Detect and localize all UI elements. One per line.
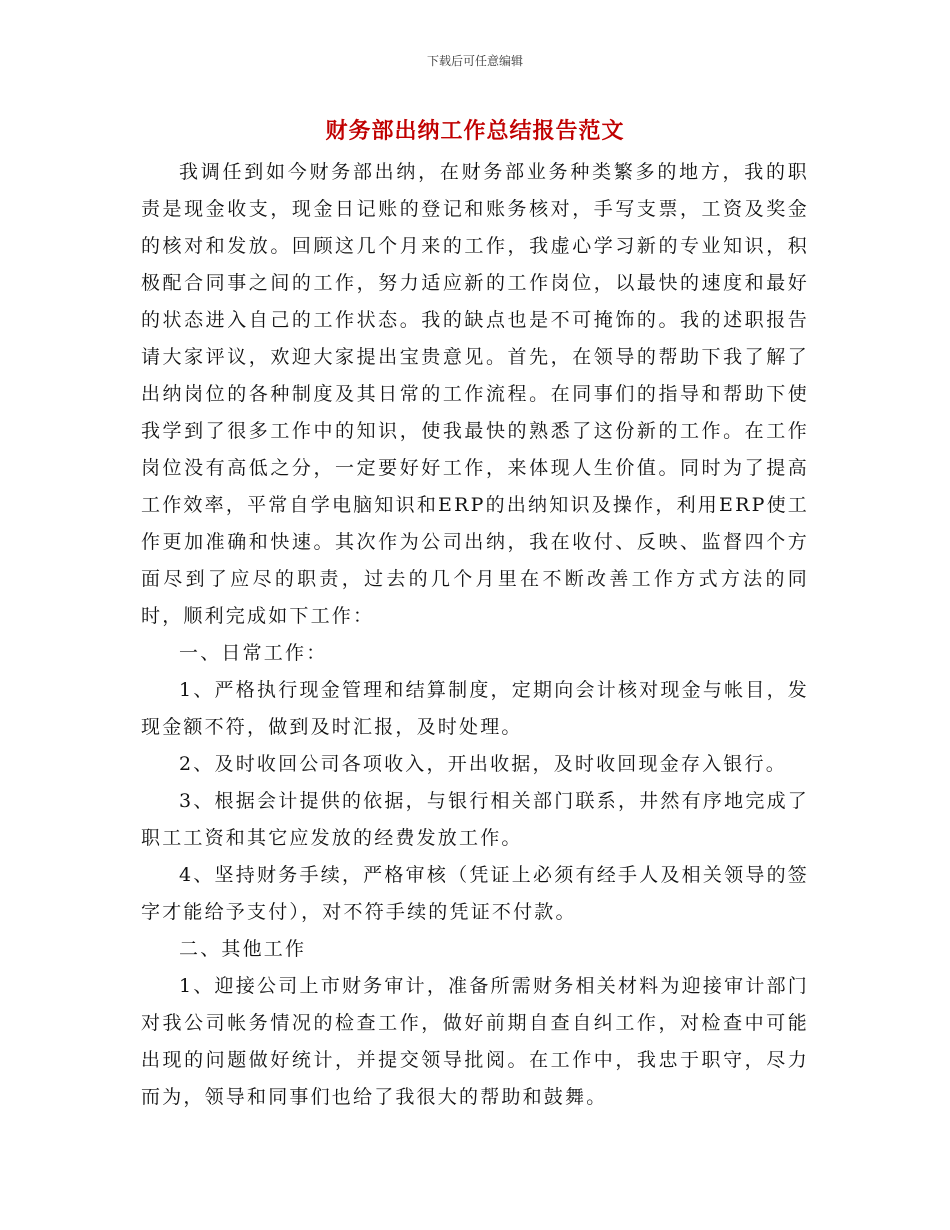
header-note: 下载后可任意编辑 <box>426 54 523 68</box>
section-heading-daily-work: 一、日常工作： <box>179 642 328 664</box>
document-body <box>141 154 809 1116</box>
paragraph-intro: 我调任到如今财务部出纳，在财务部业务种类繁多的地方，我的职责是现金收支，现金日记账的登记和账务核对，手写支票，工资及奖金的核对和发放。回顾这几个月来的工作，我虚心学习新的专业知识，积极配合同事之间的工作，努力适应新的工作岗位，以最快的速度和最好的状态进入自己的工作状态。我的缺点也是不可掩饰的。我的述职报告请大家评议，欢迎大家提出宝贵意见。首先，在领导的帮助下我了解了出纳岗位的各种制度及其日常的工作流程。在同事们的指导和帮助下使我学到了很多工作中的知识，使我最快的熟悉了这份新的工作。在工作岗位没有高低之分，一定要好好工作，来体现人生价值。同时为了提高工作效率，平常自学电脑知识和ERP的出纳知识及操作，利用ERP使工作更加准确和快速。其次作为公司出纳，我在收付、反映、监督四个方面尽到了应尽的职责，过去的几个月里在不断改善工作方式方法的同时，顺利完成如下工作： <box>141 161 809 627</box>
paragraph-daily-item-2: 2、及时收回公司各项收入，开出收据，及时收回现金存入银行。 <box>179 753 787 775</box>
section-heading-other-work: 二、其他工作 <box>179 938 307 960</box>
paragraph-daily-item-1: 1、严格执行现金管理和结算制度，定期向会计核对现金与帐目，发现金额不符，做到及时汇报，及时处理。 <box>141 679 809 738</box>
paragraph-other-item-1: 1、迎接公司上市财务审计，准备所需财务相关材料为迎接审计部门对我公司帐务情况的检查工作，做好前期自查自纠工作，对检查中可能出现的问题做好统计，并提交领导批阅。在工作中，我忠于职守，尽力而为，领导和同事们也给了我很大的帮助和鼓舞。 <box>141 975 809 1108</box>
document-title: 财务部出纳工作总结报告范文 <box>325 118 625 144</box>
paragraph-daily-item-4: 4、坚持财务手续，严格审核（凭证上必须有经手人及相关领导的签字才能给予支付），对不符手续的凭证不付款。 <box>141 864 809 923</box>
paragraph-daily-item-3: 3、根据会计提供的依据，与银行相关部门联系，井然有序地完成了职工工资和其它应发放的经费发放工作。 <box>141 790 809 849</box>
